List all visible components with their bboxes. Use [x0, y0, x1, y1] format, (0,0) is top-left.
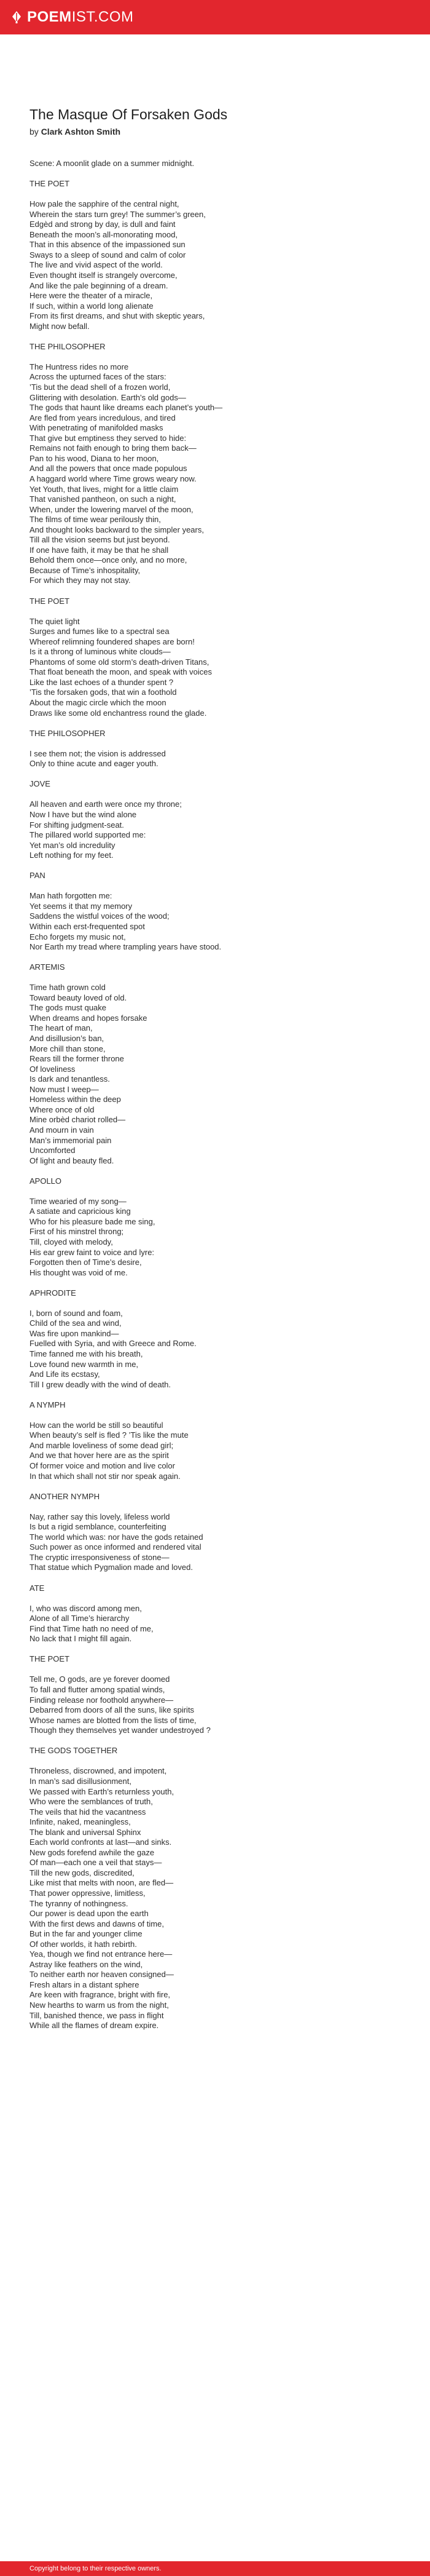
poem-line: Fresh altars in a distant sphere — [29, 1980, 139, 1989]
poem-stanza — [29, 1309, 401, 1390]
poem-line: Yet man’s old incredulity — [29, 840, 115, 850]
poem-line: I see them not; the vision is addressed — [29, 748, 166, 758]
poem-line: The heart of man, — [29, 1023, 93, 1033]
poem-line: The pillared world supported me: — [29, 830, 146, 840]
poem-line: Time hath grown cold — [29, 983, 106, 993]
poem-line: I, who was discord among men, — [29, 1603, 142, 1613]
poem-line: A haggard world where Time grows weary now. — [29, 474, 197, 483]
poem-line: About the magic circle which the moon — [29, 697, 166, 707]
poem-line: And we that hover here are as the spirit — [29, 1451, 169, 1460]
poem-stanza — [29, 342, 401, 352]
poem-stanza — [29, 1654, 401, 1665]
poem-stanza — [29, 983, 401, 1166]
poem-line: Beneath the moon’s all-monorating mood, — [29, 229, 178, 239]
poem-line: That statue which Pygmalion made and loved. — [29, 1563, 193, 1572]
poem-line: Phantoms of some old storm’s death-driven Titans, — [29, 657, 209, 667]
poem-line: And marble loveliness of some dead girl; — [29, 1440, 174, 1450]
poem-line: Pan to his wood, Diana to her moon, — [29, 453, 159, 463]
poem-line: In that which shall not stir nor speak again. — [29, 1471, 181, 1481]
poem-stanza — [29, 749, 401, 769]
poem-line: The world which was: nor have the gods retained — [29, 1532, 203, 1542]
poem-stanza — [29, 179, 401, 189]
poem-line: Wherein the stars turn grey! The summer’s green, — [29, 209, 206, 219]
poem-line: That power oppressive, limitless, — [29, 1888, 146, 1898]
poem-stanza — [29, 1288, 401, 1299]
poem-line: How pale the sapphire of the central night, — [29, 199, 179, 209]
poem-line: Across the upturned faces of the stars: — [29, 372, 166, 382]
poem-line: Who for his pleasure bade me sing, — [29, 1216, 155, 1226]
poem-line: ARTEMIS — [29, 962, 65, 972]
poem-content — [0, 34, 430, 2031]
poem-line: First of his minstrel throng; — [29, 1227, 124, 1237]
poem-line: Find that Time hath no need of me, — [29, 1623, 154, 1633]
poem-line: ’Tis but the dead shell of a frozen world, — [29, 382, 171, 392]
poem-line: PAN — [29, 871, 45, 881]
poem-line: That in this absence of the impassioned sun — [29, 240, 186, 250]
poem-line: For which they may not stay. — [29, 576, 131, 585]
poem-line: To neither earth nor heaven consigned— — [29, 1970, 174, 1980]
poem-line: Time wearied of my song— — [29, 1196, 127, 1206]
poem-stanza — [29, 1421, 401, 1481]
poem-line: Of loveliness — [29, 1064, 76, 1074]
poem-line: Such power as once informed and rendered vital — [29, 1542, 201, 1552]
poem-line: Scene: A moonlit glade on a summer midnight. — [29, 159, 195, 168]
poem-line: The gods must quake — [29, 1003, 107, 1013]
poem-line: Surges and fumes like to a spectral sea — [29, 627, 170, 636]
poem-line: From its first dreams, and shut with skeptic years, — [29, 311, 205, 321]
poem-line: Our power is dead upon the earth — [29, 1909, 149, 1919]
poem-line: Infinite, naked, meaningless, — [29, 1817, 131, 1827]
poem-line: Where once of old — [29, 1104, 95, 1114]
poem-line: The live and vivid aspect of the world. — [29, 260, 163, 270]
poem-line: Of other worlds, it hath rebirth. — [29, 1939, 137, 1949]
poem-line: THE POET — [29, 596, 70, 606]
poem-line: That give but emptiness they served to hide: — [29, 433, 187, 443]
poem-line: Uncomforted — [29, 1146, 76, 1155]
poem-line: Rears till the former throne — [29, 1054, 124, 1064]
poem-line: Fuelled with Syria, and with Greece and Rome. — [29, 1339, 197, 1349]
poem-line: Behold them once—once only, and no more, — [29, 555, 187, 565]
poem-stanza — [29, 596, 401, 607]
poem-line: Throneless, discrowned, and impotent, — [29, 1766, 167, 1776]
poem-line: Yea, though we find not entrance here— — [29, 1949, 173, 1959]
poem-line: Debarred from doors of all the suns, like spirits — [29, 1705, 195, 1715]
poem-line: Tell me, O gods, are ye forever doomed — [29, 1674, 170, 1684]
poem-line: Is dark and tenantless. — [29, 1074, 110, 1084]
poem-line: Homeless within the deep — [29, 1095, 121, 1104]
poem-line: Though they themselves yet wander undestroyed ? — [29, 1726, 211, 1735]
poem-line: Now I have but the wind alone — [29, 810, 137, 819]
poem-line: Whereof relimning foundered shapes are born! — [29, 636, 195, 646]
poem-line: A satiate and capricious king — [29, 1207, 131, 1216]
poem-line: And mourn in vain — [29, 1125, 94, 1135]
site-logo-text — [27, 9, 134, 26]
poem-line: Astray like feathers on the wind, — [29, 1959, 143, 1969]
poem-line: Echo forgets my music not, — [29, 932, 126, 941]
poem-line: I, born of sound and foam, — [29, 1308, 123, 1318]
poem-line: Till, cloyed with melody, — [29, 1237, 113, 1246]
poem-line: His thought was void of me. — [29, 1267, 128, 1277]
poem-line: Only to thine acute and eager youth. — [29, 759, 158, 769]
poem-stanza — [29, 729, 401, 739]
poem-line: In man’s sad disillusionment, — [29, 1776, 131, 1786]
poem-line: APOLLO — [29, 1176, 62, 1186]
poem-line: With the first dews and dawns of time, — [29, 1919, 164, 1928]
poem-line: Might now befall. — [29, 321, 90, 331]
site-logo-link[interactable] — [10, 9, 134, 26]
poem-stanza — [29, 799, 401, 860]
poem-line: Like the last echoes of a thunder spent ? — [29, 677, 174, 687]
poem-line: Yet Youth, that lives, might for a little claim — [29, 484, 179, 494]
poem-line: Till the new gods, discredited, — [29, 1868, 135, 1877]
poem-line: Like mist that melts with noon, are fled— — [29, 1878, 174, 1888]
poem-stanza — [29, 1604, 401, 1644]
logo-bold-text: POEM — [27, 9, 72, 25]
poem-line: Nay, rather say this lovely, lifeless world — [29, 1512, 170, 1521]
logo-regular-text: IST.COM — [71, 9, 134, 25]
poem-line: And all the powers that once made populous — [29, 464, 187, 474]
poem-stanza — [29, 1746, 401, 1756]
poem-line: To fall and flutter among spatial winds, — [29, 1685, 165, 1695]
site-header — [0, 0, 430, 34]
poem-line: Alone of all Time’s hierarchy — [29, 1614, 130, 1623]
poem-line: Draws like some old enchantress round the glade. — [29, 708, 207, 718]
poem-stanza — [29, 1512, 401, 1573]
poem-line: Here were the theater of a miracle, — [29, 291, 153, 301]
poem-line: For shifting judgment-seat. — [29, 820, 124, 830]
poem-line: New hearths to warm us from the night, — [29, 2000, 169, 2010]
poem-stanza — [29, 1197, 401, 1278]
poem-line: THE PHILOSOPHER — [29, 728, 106, 738]
poem-line: Is but a rigid semblance, counterfeiting — [29, 1522, 166, 1532]
poem-line: All heaven and earth were once my throne; — [29, 799, 182, 809]
poem-line: And disillusion’s ban, — [29, 1034, 104, 1044]
poem-line: The films of time wear perilously thin, — [29, 515, 161, 525]
poem-body — [29, 159, 401, 2031]
poem-line: When beauty’s self is fled ? ’Tis like the mute — [29, 1430, 189, 1440]
poem-line: ANOTHER NYMPH — [29, 1491, 100, 1501]
poem-line: Till, banished thence, we pass in flight — [29, 2010, 164, 2020]
poem-line: The quiet light — [29, 616, 80, 626]
poem-line: The Huntress rides no more — [29, 362, 129, 371]
poem-line: ’Tis the forsaken gods, that win a foothold — [29, 688, 177, 697]
poem-line: The cryptic irresponsiveness of stone— — [29, 1552, 170, 1562]
quill-pen-icon — [10, 10, 23, 24]
poem-stanza — [29, 1492, 401, 1502]
poem-stanza — [29, 1176, 401, 1187]
poem-title: The Masque Of Forsaken Gods — [29, 106, 228, 122]
poem-line: But in the far and younger clime — [29, 1929, 143, 1939]
poem-line: Mine orbèd chariot rolled— — [29, 1115, 126, 1125]
poem-line: Of light and beauty fled. — [29, 1155, 114, 1165]
poem-line: THE POET — [29, 1654, 70, 1664]
poem-line: That float beneath the moon, and speak with voices — [29, 667, 213, 677]
poem-line: A NYMPH — [29, 1400, 66, 1409]
poem-line: Even thought itself is strangely overcome, — [29, 271, 178, 280]
poem-line: Man hath forgotten me: — [29, 891, 112, 901]
poem-line: Forgotten then of Time’s desire, — [29, 1258, 142, 1267]
poem-line: Child of the sea and wind, — [29, 1318, 122, 1328]
poem-line: Of former voice and motion and live color — [29, 1461, 175, 1470]
poem-stanza — [29, 617, 401, 718]
poem-line: The gods that haunt like dreams each planet’s youth— — [29, 403, 223, 413]
poem-line: APHRODITE — [29, 1288, 76, 1298]
poem-stanza — [29, 891, 401, 952]
poem-line: And Life its ecstasy, — [29, 1369, 100, 1379]
poem-line: If one have faith, it may be that he shall — [29, 545, 169, 555]
poem-line: Saddens the wistful voices of the wood; — [29, 911, 170, 921]
poem-stanza — [29, 1674, 401, 1735]
poem-line: Yet seems it that my memory — [29, 901, 133, 911]
poem-line: Are keen with fragrance, bright with fire, — [29, 1990, 171, 2000]
poem-line: More chill than stone, — [29, 1044, 106, 1053]
poem-line: No lack that I might fill again. — [29, 1634, 132, 1644]
poem-stanza — [29, 1583, 401, 1594]
poem-stanza — [29, 962, 401, 973]
poem-line: The blank and universal Sphinx — [29, 1827, 141, 1837]
poem-line: Time fanned me with his breath, — [29, 1349, 143, 1358]
poem-line: How can the world be still so beautiful — [29, 1420, 163, 1430]
poem-line: Edgèd and strong by day, is dull and faint — [29, 220, 176, 229]
poem-line: Is it a throng of luminous white clouds— — [29, 647, 171, 657]
poem-line: Finding release nor foothold anywhere— — [29, 1695, 174, 1705]
poem-line: And like the pale beginning of a dream. — [29, 280, 168, 290]
poem-line: Was fire upon mankind— — [29, 1328, 119, 1338]
poem-line: Nor Earth my tread where trampling years have stood. — [29, 942, 222, 952]
poem-stanza — [29, 199, 401, 331]
poem-line: Till all the vision seems but just beyond. — [29, 535, 170, 545]
poem-line: Now must I weep— — [29, 1084, 99, 1094]
site-footer — [0, 2561, 430, 2576]
poem-line: When, under the lowering marvel of the moon, — [29, 504, 194, 514]
poem-line: ATE — [29, 1583, 45, 1593]
poem-line: Love found new warmth in me, — [29, 1359, 139, 1369]
poem-stanza — [29, 362, 401, 586]
author-link[interactable]: Clark Ashton Smith — [41, 127, 121, 137]
poem-line: Sways to a sleep of sound and calm of color — [29, 250, 186, 260]
poem-line: With penetrating of manifolded masks — [29, 423, 163, 433]
poem-line: His ear grew faint to voice and lyre: — [29, 1247, 155, 1257]
poem-byline — [29, 127, 401, 137]
poem-line: Toward beauty loved of old. — [29, 993, 127, 1002]
poem-stanza — [29, 779, 401, 790]
by-label: by — [29, 127, 39, 137]
poem-line: Are fled from years incredulous, and tired — [29, 413, 176, 422]
poem-line: THE GODS TOGETHER — [29, 1746, 118, 1756]
poem-line: We passed with Earth’s returnless youth, — [29, 1786, 174, 1796]
poem-line: And thought looks backward to the simpler years, — [29, 525, 204, 534]
copyright-notice: Copyright belong to their respective owners. — [29, 2565, 162, 2572]
poem-line: THE PHILOSOPHER — [29, 341, 106, 351]
poem-line: When dreams and hopes forsake — [29, 1013, 147, 1023]
poem-line: Within each erst-frequented spot — [29, 922, 145, 932]
poem-line: The tyranny of nothingness. — [29, 1898, 128, 1908]
poem-stanza — [29, 159, 401, 169]
poem-line: Who were the semblances of truth, — [29, 1797, 153, 1807]
poem-line: Left nothing for my feet. — [29, 850, 114, 860]
poem-stanza — [29, 871, 401, 881]
poem-stanza — [29, 1400, 401, 1411]
poem-line: Because of Time’s inhospitality, — [29, 565, 141, 575]
poem-line: New gods forefend awhile the gaze — [29, 1847, 155, 1857]
poem-line: Man’s immemorial pain — [29, 1135, 112, 1145]
poem-stanza — [29, 1766, 401, 2031]
poem-line: JOVE — [29, 779, 50, 789]
poem-line: Whose names are blotted from the lists of time, — [29, 1715, 197, 1725]
poem-line: Of man—each one a veil that stays— — [29, 1858, 162, 1868]
poem-line: That vanished pantheon, on such a night, — [29, 494, 176, 504]
poem-line: Each world confronts at last—and sinks. — [29, 1837, 172, 1847]
poem-line: Remains not faith enough to bring them back— — [29, 443, 197, 453]
poem-line: The veils that hid the vacantness — [29, 1807, 146, 1817]
poem-line: Till I grew deadly with the wind of death. — [29, 1379, 171, 1389]
poem-line: If such, within a world long alienate — [29, 301, 154, 311]
poem-line: While all the flames of dream expire. — [29, 2021, 159, 2031]
poem-line: THE POET — [29, 179, 70, 189]
poem-line: Glittering with desolation. Earth’s old gods— — [29, 392, 186, 402]
